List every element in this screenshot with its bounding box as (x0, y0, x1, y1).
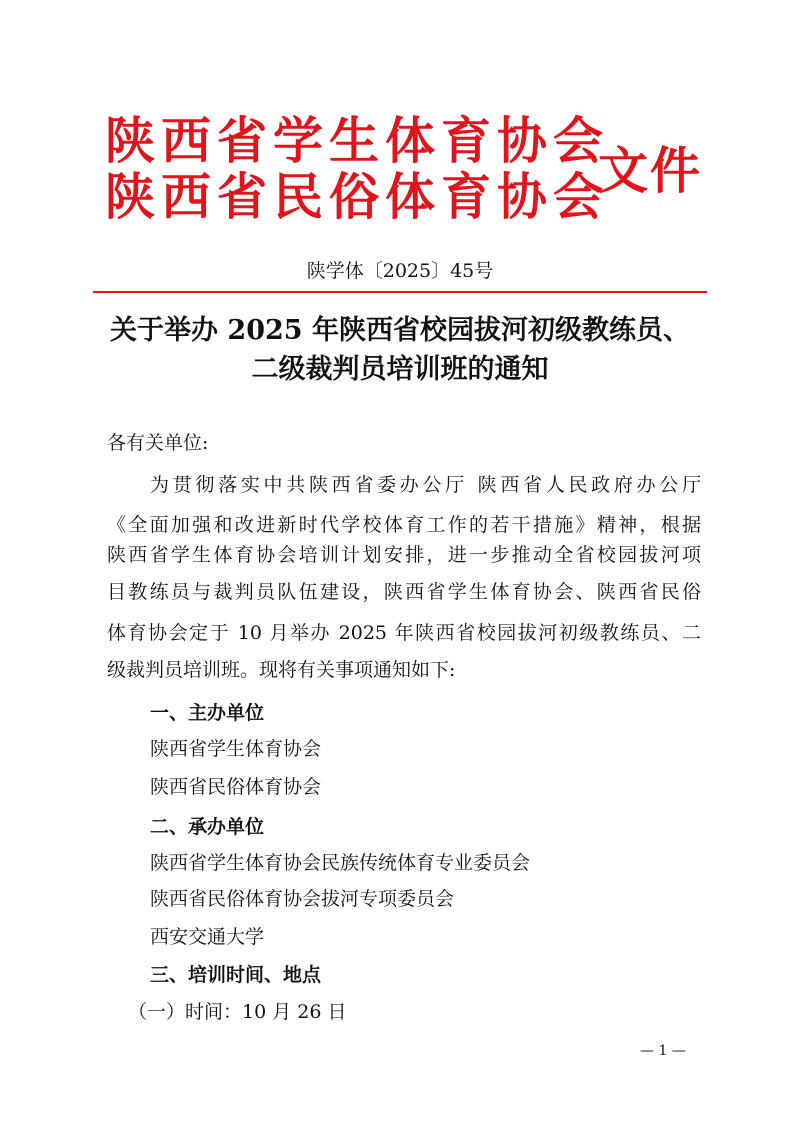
notice-title-line-2: 二级裁判员培训班的通知 (251, 354, 549, 385)
intro-line-4: 目教练员与裁判员队伍建设，陕西省学生体育协会、陕西省民俗 (107, 581, 701, 603)
red-divider-line (93, 291, 707, 293)
document-number: 陕学体〔2025〕45号 (306, 260, 494, 282)
intro-line-5: 体育协会定于 10 月举办 2025 年陕西省校园拔河初级教练员、二 (107, 622, 701, 644)
section-1-item-2: 陕西省民俗体育协会 (150, 776, 322, 798)
notice-title-line-1: 关于举办 2025 年陕西省校园拔河初级教练员、 (110, 315, 690, 346)
section-3-item-1: （一）时间：10 月 26 日 (128, 1001, 347, 1023)
section-2-item-2: 陕西省民俗体育协会拔河专项委员会 (150, 888, 455, 910)
page-number: — 1 — (640, 1043, 686, 1059)
salutation: 各有关单位: (107, 432, 209, 454)
document-type-label: 文件 (598, 142, 702, 200)
issuing-org-1: 陕西省学生体育协会 (105, 112, 609, 170)
section-2-item-3: 西安交通大学 (150, 926, 265, 948)
section-2-item-1: 陕西省学生体育协会民族传统体育专业委员会 (150, 852, 531, 874)
intro-line-3: 陕西省学生体育协会培训计划安排，进一步推动全省校园拔河项 (107, 544, 701, 566)
intro-line-2: 《全面加强和改进新时代学校体育工作的若干措施》精神，根据 (107, 514, 701, 536)
section-heading-2: 二、承办单位 (150, 816, 265, 838)
section-heading-1: 一、主办单位 (150, 702, 265, 724)
issuing-org-2: 陕西省民俗体育协会 (105, 168, 609, 226)
intro-line-1: 为贯彻落实中共陕西省委办公厅 陕西省人民政府办公厅 (150, 474, 701, 496)
intro-line-6: 级裁判员培训班。现将有关事项通知如下: (107, 659, 456, 681)
section-1-item-1: 陕西省学生体育协会 (150, 738, 322, 760)
section-heading-3: 三、培训时间、地点 (150, 964, 322, 986)
